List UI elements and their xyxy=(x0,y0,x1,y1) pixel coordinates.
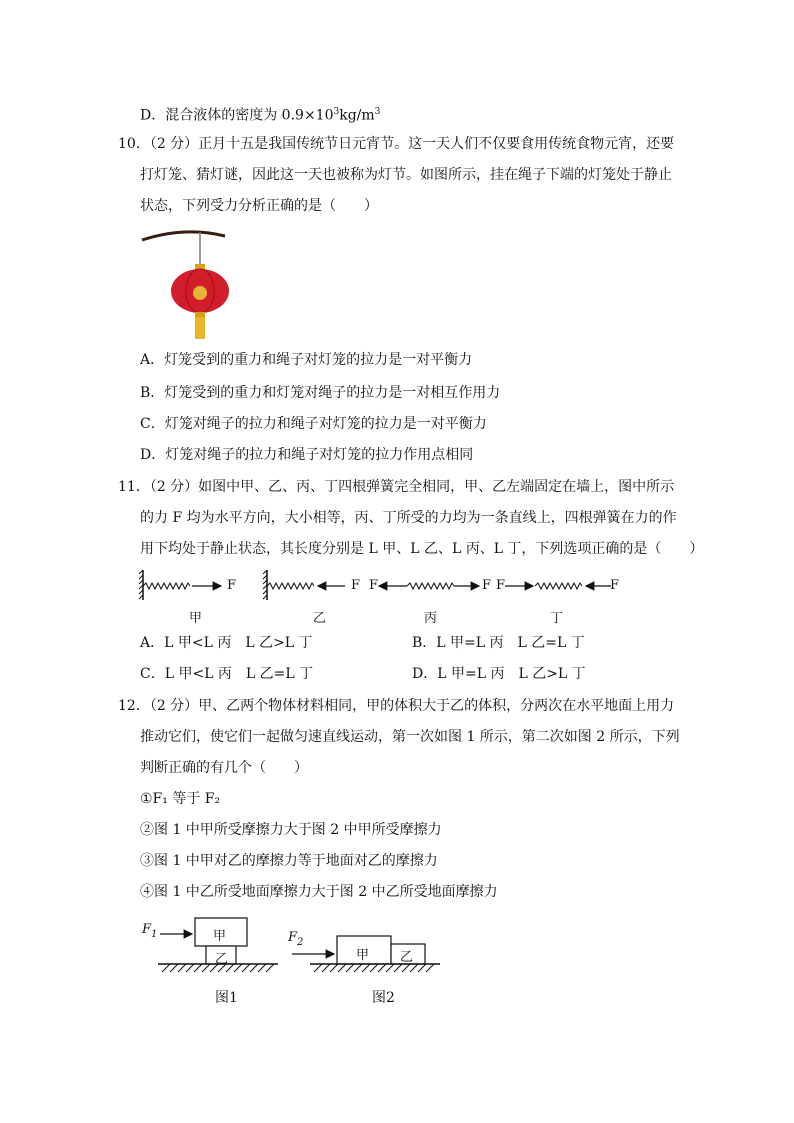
q12-line-3: 判断正确的有几个（ ） xyxy=(140,760,308,776)
q10-option-c: C．灯笼对绳子的拉力和绳子对灯笼的拉力是一对平衡力 xyxy=(140,416,487,432)
spring-figure xyxy=(135,566,625,604)
friction-figures xyxy=(140,910,450,980)
fig1-force-sub: 1 xyxy=(151,929,158,940)
fig2-label-yi: 乙 xyxy=(400,950,414,965)
fig1-force-letter: F xyxy=(142,922,152,937)
fig2-force-label xyxy=(288,930,304,948)
spring-jia xyxy=(139,570,221,600)
spring-label-yi: 乙 xyxy=(313,611,327,626)
rod-shape xyxy=(142,232,225,240)
q12-statement-3: ③图 1 中甲对乙的摩擦力等于地面对乙的摩擦力 xyxy=(140,853,438,869)
q11-line-2: 的力 F 均为水平方向，大小相等，丙、丁所受的力均为一条直线上，四根弹簧在力的作 xyxy=(140,510,677,526)
q9-option-d-unit: kg/m xyxy=(339,107,375,124)
q9-option-d xyxy=(140,102,380,126)
q10-option-d: D．灯笼对绳子的拉力和绳子对灯笼的拉力作用点相同 xyxy=(140,447,474,463)
fig2-caption: 图2 xyxy=(372,990,395,1006)
q10-number: 10． xyxy=(118,136,150,152)
q10-option-a: A．灯笼受到的重力和绳子对灯笼的拉力是一对平衡力 xyxy=(140,352,473,368)
fig2-force-letter: F xyxy=(288,930,298,945)
q12-line-2: 推动它们，使它们一起做匀速直线运动，第一次如图 1 所示，第二次如图 2 所示，下列 xyxy=(140,729,680,745)
fig2-label-jia: 甲 xyxy=(356,948,370,963)
lantern-tassel xyxy=(195,317,205,339)
force-label-bing-left: F xyxy=(369,578,379,593)
q11-option-c: C．L 甲<L 丙 L 乙=L 丁 xyxy=(140,666,314,682)
force-label-ding-left: F xyxy=(496,578,506,593)
spring-label-jia: 甲 xyxy=(189,611,203,626)
q11-text-1: （2 分）如图中甲、乙、丙、丁四根弹簧完全相同，甲、乙左端固定在墙上，图中所示 xyxy=(149,479,675,495)
q10-text-1: （2 分）正月十五是我国传统节日元宵节。这一天人们不仅要食用传统食物元宵，还要 xyxy=(149,136,675,152)
spring-bing xyxy=(379,583,479,589)
force-label-bing-right: F xyxy=(482,578,492,593)
force-label-yi: F xyxy=(351,578,361,593)
lantern-emblem xyxy=(193,286,207,300)
q10-line-3: 状态，下列受力分析正确的是（ ） xyxy=(140,198,378,214)
fig1-label-yi: 乙 xyxy=(215,952,229,967)
fig2-force-sub: 2 xyxy=(297,937,304,948)
fig1-force-label xyxy=(142,922,158,940)
q12-line-1 xyxy=(118,696,674,716)
q11-line-3: 用下均处于静止状态，其长度分别是 L 甲、L 乙、L 丙、L 丁，下列选项正确的是（ ） xyxy=(140,541,704,557)
lantern-base xyxy=(195,312,205,317)
lantern-figure xyxy=(140,228,235,343)
fig1-caption: 图1 xyxy=(215,990,238,1006)
force-label-ding-right: F xyxy=(610,578,620,593)
spring-label-ding: 丁 xyxy=(550,611,564,626)
force-label-jia: F xyxy=(227,578,237,593)
q10-option-b: B．灯笼受到的重力和灯笼对绳子的拉力是一对相互作用力 xyxy=(140,385,501,401)
q9-option-d-exp: 3 xyxy=(333,107,340,117)
q9-option-d-unit-exp: 3 xyxy=(374,107,381,117)
q11-line-1 xyxy=(118,477,674,497)
q10-line-1 xyxy=(118,134,674,154)
q10-line-2: 打灯笼、猜灯谜，因此这一天也被称为灯节。如图所示，挂在绳子下端的灯笼处于静止 xyxy=(140,167,672,183)
q11-option-b: B．L 甲=L 丙 L 乙=L 丁 xyxy=(412,635,585,651)
q12-statement-2: ②图 1 中甲所受摩擦力大于图 2 中甲所受摩擦力 xyxy=(140,822,442,838)
q9-option-d-text: D．混合液体的密度为 0.9×10 xyxy=(140,107,334,124)
q11-number: 11． xyxy=(118,479,150,495)
spring-yi xyxy=(263,570,345,600)
q12-statement-1: ①F₁ 等于 F₂ xyxy=(140,791,221,807)
q11-option-d: D．L 甲=L 丙 L 乙>L 丁 xyxy=(412,666,586,682)
q12-statement-4: ④图 1 中乙所受地面摩擦力大于图 2 中乙所受地面摩擦力 xyxy=(140,884,498,900)
q12-text-1: （2 分）甲、乙两个物体材料相同，甲的体积大于乙的体积，分两次在水平地面上用力 xyxy=(149,698,675,714)
fig1-label-jia: 甲 xyxy=(213,929,227,944)
q11-option-a: A．L 甲<L 丙 L 乙>L 丁 xyxy=(140,635,313,651)
q12-number: 12． xyxy=(118,698,150,714)
spring-ding xyxy=(505,583,611,589)
spring-label-bing: 丙 xyxy=(424,611,438,626)
